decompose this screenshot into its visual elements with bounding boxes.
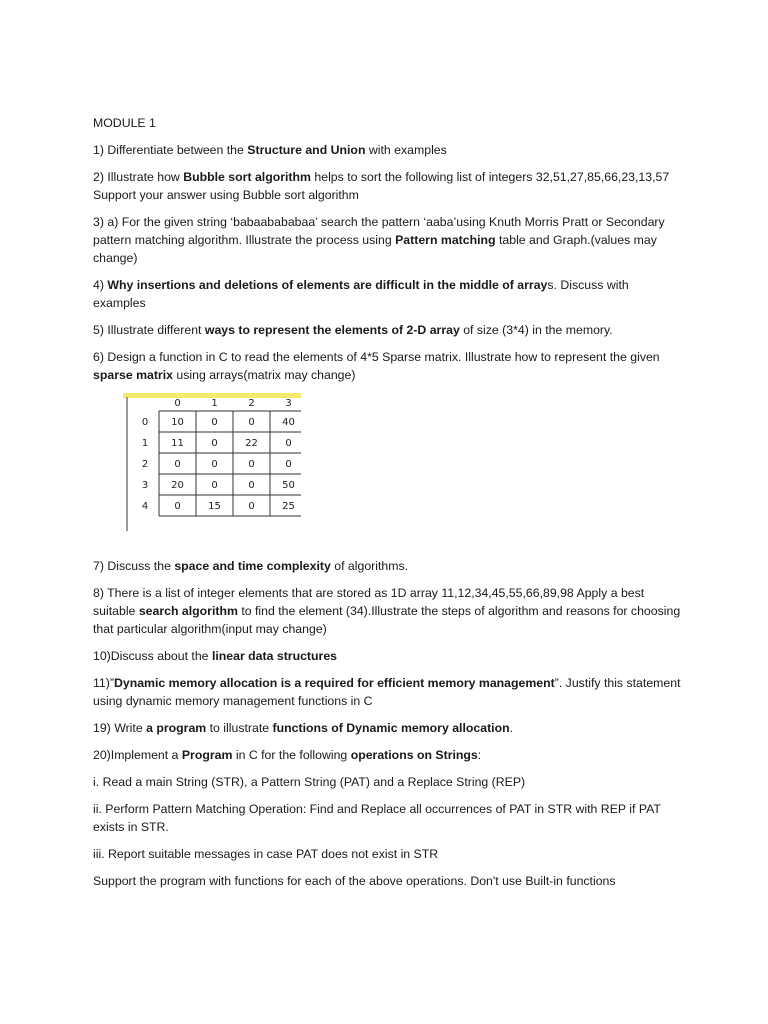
matrix-cell: 0 <box>211 459 218 470</box>
question-q20ii <box>93 800 683 836</box>
question-text: 8) There is a list of integer elements that are stored as 1D array 11,12,34,45,55,66,89,98 Apply a best suitable <box>93 586 645 618</box>
question-q7 <box>93 557 683 575</box>
question-bold-text: search algorithm <box>138 604 238 618</box>
matrix-cell: 25 <box>282 501 295 512</box>
question-bold-text: space and time complexity <box>174 559 331 573</box>
question-q20 <box>93 746 683 764</box>
question-q19 <box>93 719 683 737</box>
matrix-cell: 0 <box>211 417 218 428</box>
matrix-cell: 0 <box>174 459 181 470</box>
row-header: 4 <box>141 501 149 512</box>
question-text: using arrays(matrix may change) <box>172 368 356 382</box>
question-text: : <box>477 748 482 762</box>
question-text: helps to sort the following list of integers 32,51,27,85,66,23,13,57 Support your answer using Bubble sort algorithm <box>93 170 670 202</box>
matrix-cell: 0 <box>248 501 255 512</box>
question-text: of size (3*4) in the memory. <box>459 323 613 337</box>
matrix-cell: 0 <box>174 501 181 512</box>
question-bold-text: functions of Dynamic memory allocation <box>272 721 510 735</box>
question-text: to find the element (34).Illustrate the steps of algorithm and reasons for choosing that particular algorithm(input may change) <box>93 604 681 636</box>
row-header: 2 <box>141 459 149 470</box>
question-q20note <box>93 872 683 890</box>
sparse-matrix-image <box>121 393 301 533</box>
question-bold-text: Dynamic memory allocation is a required for efficient memory management <box>113 676 555 690</box>
question-bold-text: operations on Strings <box>350 748 478 762</box>
matrix-cell: 0 <box>285 459 292 470</box>
question-text: 4) <box>93 278 108 292</box>
question-text: 11)” <box>93 676 114 690</box>
question-q5 <box>93 321 683 339</box>
question-bold-text: linear data structures <box>211 649 338 663</box>
question-text: 10)Discuss about the <box>93 649 212 663</box>
question-text: with examples <box>365 143 447 157</box>
matrix-cell: 40 <box>282 417 295 428</box>
question-text: 19) Write <box>93 721 147 735</box>
question-text: iii. Report suitable messages in case PAT does not exist in STR <box>93 847 439 861</box>
question-q11 <box>93 674 683 710</box>
question-q10 <box>93 647 683 665</box>
question-text: 2) Illustrate how <box>93 170 184 184</box>
question-text: . <box>509 721 514 735</box>
question-bold-text: sparse matrix <box>93 368 173 382</box>
matrix-cell: 50 <box>282 480 295 491</box>
question-bold-text: Pattern matching <box>395 233 496 247</box>
question-bold-text: a program <box>146 721 207 735</box>
matrix-cell: 0 <box>211 480 218 491</box>
question-text: 3) a) For the given string ‘babaabababaa’ search the pattern ‘aaba’using Knuth Morris Pratt or Secondary pattern matching algorithm. Illustrate the process using <box>93 215 665 247</box>
matrix-cell: 11 <box>171 438 184 449</box>
matrix-cell: 0 <box>285 438 292 449</box>
questions-list-continued <box>93 557 683 890</box>
row-header: 1 <box>141 438 149 449</box>
question-text: 7) Discuss the <box>93 559 175 573</box>
question-text: i. Read a main String (STR), a Pattern String (PAT) and a Replace String (REP) <box>93 775 526 789</box>
question-bold-text: Program <box>181 748 233 762</box>
matrix-cell: 0 <box>248 459 255 470</box>
question-text: 20)Implement a <box>93 748 182 762</box>
question-q20iii <box>93 845 683 863</box>
col-header: 0 <box>174 398 181 409</box>
module-title: MODULE 1 <box>93 116 156 130</box>
question-bold-text: Why insertions and deletions of elements are difficult in the middle of array <box>107 278 548 292</box>
question-text: in C for the following <box>232 748 351 762</box>
question-bold-text: Bubble sort algorithm <box>183 170 311 184</box>
col-header: 1 <box>211 398 218 409</box>
question-text: 1) Differentiate between the <box>93 143 248 157</box>
matrix-cell: 20 <box>171 480 184 491</box>
questions-list <box>93 141 683 384</box>
question-q4 <box>93 276 683 312</box>
matrix-cell: 0 <box>248 417 255 428</box>
sparse-matrix-drawing <box>121 393 301 533</box>
question-text: of algorithms. <box>330 559 409 573</box>
question-q8 <box>93 584 683 638</box>
matrix-cell: 0 <box>248 480 255 491</box>
question-q1 <box>93 141 683 159</box>
col-header: 3 <box>285 398 292 409</box>
question-text: Support the program with functions for each of the above operations. Don't use Built-in functions <box>93 874 616 888</box>
question-bold-text: ways to represent the elements of 2-D array <box>204 323 460 337</box>
question-text: 6) Design a function in C to read the elements of 4*5 Sparse matrix. Illustrate how to represent the given <box>93 350 660 364</box>
question-text: 5) Illustrate different <box>93 323 205 337</box>
matrix-cell: 0 <box>211 438 218 449</box>
matrix-cell: 10 <box>171 417 184 428</box>
question-bold-text: Structure and Union <box>247 143 366 157</box>
question-text: to illustrate <box>206 721 273 735</box>
question-q6 <box>93 348 683 384</box>
document-body <box>93 114 683 899</box>
question-text: ”. Justify this statement using dynamic memory management functions in C <box>93 676 681 708</box>
row-header: 0 <box>141 417 149 428</box>
question-q20i <box>93 773 683 791</box>
question-text: s. Discuss with examples <box>93 278 629 310</box>
question-text: ii. Perform Pattern Matching Operation: Find and Replace all occurrences of PAT in STR with REP if PAT exists in STR. <box>93 802 661 834</box>
question-q3 <box>93 213 683 267</box>
matrix-cell: 22 <box>245 438 258 449</box>
matrix-cell: 15 <box>208 501 221 512</box>
row-header: 3 <box>141 480 149 491</box>
question-text: table and Graph.(values may change) <box>93 233 657 265</box>
col-header: 2 <box>248 398 255 409</box>
question-q2 <box>93 168 683 204</box>
